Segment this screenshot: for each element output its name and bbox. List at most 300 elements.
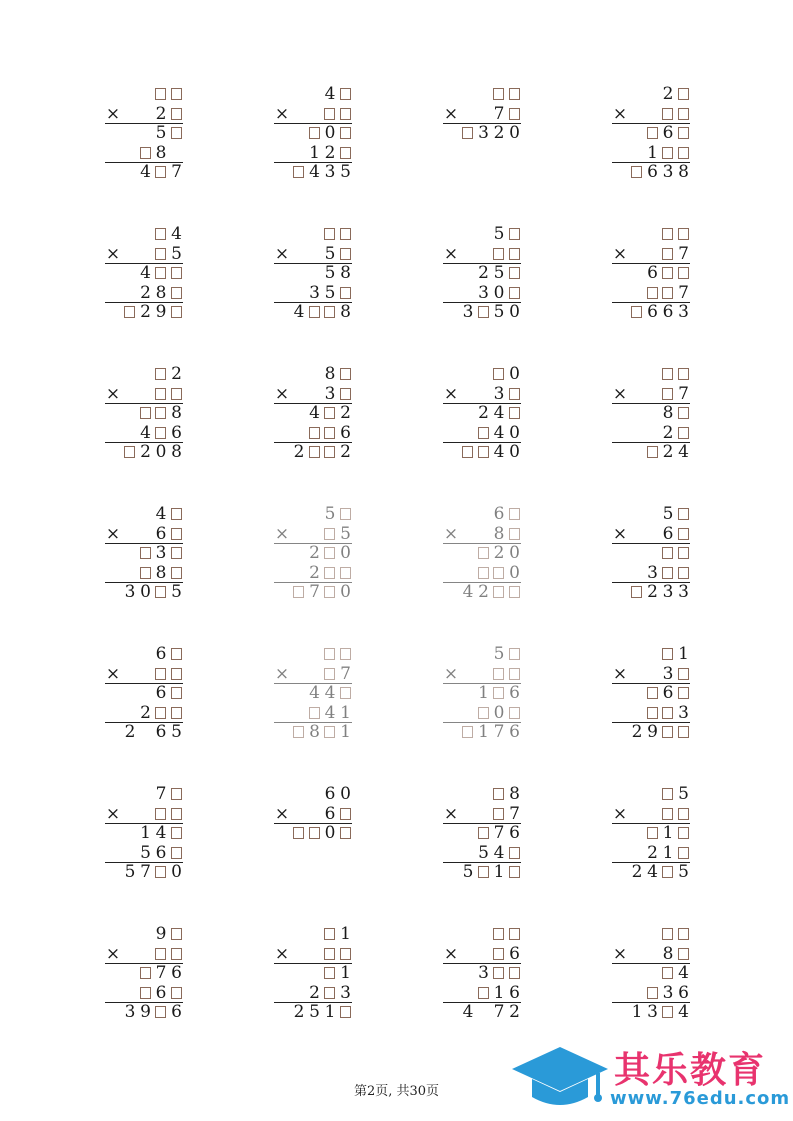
blank-box[interactable] bbox=[323, 443, 337, 462]
blank-box[interactable] bbox=[170, 945, 184, 964]
problem-row bbox=[274, 365, 364, 384]
blank-box[interactable] bbox=[677, 824, 691, 843]
problem-row bbox=[612, 124, 702, 143]
blank-box[interactable] bbox=[492, 85, 506, 104]
blank-box[interactable] bbox=[661, 385, 675, 404]
problem-row bbox=[105, 665, 195, 684]
problem-row bbox=[443, 925, 533, 944]
blank-box[interactable] bbox=[339, 824, 353, 843]
problem-row bbox=[443, 264, 533, 283]
blank-box[interactable] bbox=[170, 984, 184, 1003]
digit: 0 bbox=[155, 442, 167, 462]
blank-box[interactable] bbox=[677, 124, 691, 143]
blank-box[interactable] bbox=[154, 404, 168, 423]
blank-box[interactable] bbox=[661, 805, 675, 824]
blank-box[interactable] bbox=[308, 424, 322, 443]
digit: 3 bbox=[478, 123, 489, 143]
blank-box[interactable] bbox=[508, 284, 522, 303]
blank-box[interactable] bbox=[661, 723, 675, 742]
blank-box[interactable] bbox=[646, 684, 660, 703]
times-sign: × bbox=[274, 663, 290, 684]
blank-box[interactable] bbox=[508, 704, 522, 723]
blank-box[interactable] bbox=[677, 365, 691, 384]
blank-box[interactable] bbox=[154, 264, 168, 283]
digit: 4 bbox=[678, 963, 689, 983]
blank-box[interactable] bbox=[292, 723, 306, 742]
problem-row bbox=[443, 404, 533, 423]
digit: 1 bbox=[678, 644, 689, 664]
blank-box[interactable] bbox=[154, 385, 168, 404]
blank-box[interactable] bbox=[677, 564, 691, 583]
blank-box[interactable] bbox=[154, 583, 168, 602]
problem-row bbox=[274, 723, 364, 742]
blank-box[interactable] bbox=[661, 564, 675, 583]
blank-box[interactable] bbox=[508, 964, 522, 983]
problem-row bbox=[274, 925, 364, 944]
problem-row bbox=[612, 105, 702, 124]
blank-box[interactable] bbox=[677, 844, 691, 863]
problem-row bbox=[274, 645, 364, 664]
blank-box[interactable] bbox=[154, 945, 168, 964]
blank-box[interactable] bbox=[646, 124, 660, 143]
blank-box[interactable] bbox=[508, 863, 522, 882]
blank-box[interactable] bbox=[661, 144, 675, 163]
digit: 4 bbox=[324, 683, 336, 703]
problem-row bbox=[274, 704, 364, 723]
problem-row bbox=[612, 404, 702, 423]
blank-box[interactable] bbox=[646, 284, 660, 303]
problem-row bbox=[105, 163, 195, 182]
digit: 8 bbox=[171, 442, 182, 462]
blank-box[interactable] bbox=[170, 105, 184, 124]
digit: 8 bbox=[509, 784, 520, 804]
blank-box[interactable] bbox=[339, 564, 353, 583]
blank-box[interactable] bbox=[323, 925, 337, 944]
blank-box[interactable] bbox=[508, 225, 522, 244]
blank-box[interactable] bbox=[323, 525, 337, 544]
digit: 4 bbox=[171, 224, 182, 244]
digit: 2 bbox=[631, 862, 643, 882]
digit: 3 bbox=[324, 162, 336, 182]
digit: 5 bbox=[340, 523, 351, 544]
digit: 7 bbox=[140, 862, 151, 882]
digit: 4 bbox=[155, 823, 167, 843]
blank-box[interactable] bbox=[661, 264, 675, 283]
blank-box[interactable] bbox=[323, 723, 337, 742]
digit: 4 bbox=[462, 1002, 474, 1022]
problem-row bbox=[612, 805, 702, 824]
blank-box[interactable] bbox=[646, 704, 660, 723]
blank-box[interactable] bbox=[323, 303, 337, 322]
blank-box[interactable] bbox=[308, 704, 322, 723]
blank-box[interactable] bbox=[139, 144, 153, 163]
problem-row bbox=[105, 805, 195, 824]
blank-box[interactable] bbox=[339, 385, 353, 404]
blank-box[interactable] bbox=[170, 824, 184, 843]
problem-row bbox=[443, 844, 533, 863]
digit: 3 bbox=[124, 582, 136, 602]
blank-box[interactable] bbox=[477, 443, 491, 462]
blank-box[interactable] bbox=[339, 144, 353, 163]
blank-box[interactable] bbox=[508, 844, 522, 863]
blank-box[interactable] bbox=[508, 85, 522, 104]
multiplication-problem bbox=[105, 225, 225, 335]
blank-box[interactable] bbox=[661, 785, 675, 804]
digit: 6 bbox=[509, 982, 520, 1003]
blank-box[interactable] bbox=[339, 85, 353, 104]
times-sign: × bbox=[612, 663, 628, 684]
digit: 2 bbox=[324, 142, 336, 163]
blank-box[interactable] bbox=[292, 824, 306, 843]
blank-box[interactable] bbox=[646, 824, 660, 843]
blank-box[interactable] bbox=[508, 925, 522, 944]
blank-box[interactable] bbox=[323, 105, 337, 124]
blank-box[interactable] bbox=[139, 404, 153, 423]
blank-box[interactable] bbox=[170, 544, 184, 563]
digit: 3 bbox=[478, 963, 489, 983]
problem-row bbox=[274, 945, 364, 964]
blank-box[interactable] bbox=[461, 723, 475, 742]
blank-box[interactable] bbox=[339, 245, 353, 264]
brand-logo bbox=[510, 1040, 790, 1115]
blank-box[interactable] bbox=[677, 723, 691, 742]
blank-box[interactable] bbox=[492, 365, 506, 384]
problem-row bbox=[612, 245, 702, 264]
digit: 1 bbox=[340, 924, 351, 944]
digit: 2 bbox=[662, 442, 674, 462]
times-sign: × bbox=[443, 243, 459, 264]
blank-box[interactable] bbox=[646, 443, 660, 462]
blank-box[interactable] bbox=[661, 704, 675, 723]
blank-box[interactable] bbox=[477, 863, 491, 882]
blank-box[interactable] bbox=[139, 964, 153, 983]
problem-row bbox=[443, 284, 533, 303]
blank-box[interactable] bbox=[323, 964, 337, 983]
blank-box[interactable] bbox=[323, 645, 337, 664]
blank-box[interactable] bbox=[323, 225, 337, 244]
blank-box[interactable] bbox=[661, 964, 675, 983]
blank-box[interactable] bbox=[170, 303, 184, 322]
blank-box[interactable] bbox=[477, 704, 491, 723]
digit: 8 bbox=[155, 562, 167, 583]
problem-row bbox=[105, 824, 195, 843]
times-sign: × bbox=[612, 103, 628, 124]
blank-box[interactable] bbox=[154, 365, 168, 384]
problem-row bbox=[443, 704, 533, 723]
blank-box[interactable] bbox=[492, 665, 506, 684]
blank-box[interactable] bbox=[677, 805, 691, 824]
multiplication-problem bbox=[443, 225, 563, 335]
blank-box[interactable] bbox=[477, 824, 491, 843]
digit: 1 bbox=[662, 842, 674, 863]
blank-box[interactable] bbox=[492, 925, 506, 944]
blank-box[interactable] bbox=[170, 785, 184, 804]
problem-row bbox=[274, 385, 364, 404]
blank-box[interactable] bbox=[323, 424, 337, 443]
digit: 5 bbox=[493, 263, 505, 283]
blank-box[interactable] bbox=[139, 984, 153, 1003]
blank-box[interactable] bbox=[170, 704, 184, 723]
blank-box[interactable] bbox=[139, 544, 153, 563]
digit: 2 bbox=[124, 722, 136, 742]
digit: 1 bbox=[662, 823, 674, 843]
blank-box[interactable] bbox=[154, 665, 168, 684]
problem-row bbox=[274, 583, 364, 602]
blank-box[interactable] bbox=[677, 505, 691, 524]
blank-box[interactable] bbox=[677, 144, 691, 163]
digit: 2 bbox=[171, 364, 182, 384]
problem-row bbox=[612, 684, 702, 703]
problem-row bbox=[612, 964, 702, 983]
blank-box[interactable] bbox=[461, 124, 475, 143]
blank-box[interactable] bbox=[323, 544, 337, 563]
blank-box[interactable] bbox=[677, 105, 691, 124]
times-sign: × bbox=[105, 523, 121, 544]
digit: 4 bbox=[647, 862, 658, 882]
blank-box[interactable] bbox=[661, 245, 675, 264]
times-sign: × bbox=[612, 943, 628, 964]
blank-box[interactable] bbox=[646, 984, 660, 1003]
problem-row bbox=[274, 684, 364, 703]
blank-box[interactable] bbox=[154, 245, 168, 264]
blank-box[interactable] bbox=[677, 925, 691, 944]
blank-box[interactable] bbox=[677, 665, 691, 684]
blank-box[interactable] bbox=[477, 564, 491, 583]
blank-box[interactable] bbox=[492, 945, 506, 964]
blank-box[interactable] bbox=[170, 805, 184, 824]
blank-box[interactable] bbox=[477, 544, 491, 563]
digit: 7 bbox=[155, 784, 167, 804]
problem-row bbox=[274, 964, 364, 983]
digit: 6 bbox=[662, 683, 674, 703]
blank-box[interactable] bbox=[339, 684, 353, 703]
blank-box[interactable] bbox=[508, 505, 522, 524]
blank-box[interactable] bbox=[508, 525, 522, 544]
digit: 0 bbox=[340, 582, 351, 602]
blank-box[interactable] bbox=[154, 704, 168, 723]
blank-box[interactable] bbox=[492, 785, 506, 804]
problem-row bbox=[612, 163, 702, 182]
blank-box[interactable] bbox=[492, 583, 506, 602]
problem-row bbox=[612, 863, 702, 882]
blank-box[interactable] bbox=[677, 424, 691, 443]
blank-box[interactable] bbox=[630, 583, 644, 602]
digit: 3 bbox=[678, 302, 689, 322]
brand-title: 其乐教育 bbox=[614, 1050, 767, 1091]
blank-box[interactable] bbox=[323, 404, 337, 423]
blank-box[interactable] bbox=[339, 365, 353, 384]
blank-box[interactable] bbox=[677, 525, 691, 544]
digit: 3 bbox=[647, 1002, 658, 1022]
digit: 7 bbox=[678, 383, 689, 404]
digit: 0 bbox=[509, 442, 520, 462]
blank-box[interactable] bbox=[170, 525, 184, 544]
blank-box[interactable] bbox=[170, 264, 184, 283]
blank-box[interactable] bbox=[154, 863, 168, 882]
blank-box[interactable] bbox=[630, 303, 644, 322]
blank-box[interactable] bbox=[677, 264, 691, 283]
multiplication-problem bbox=[443, 365, 563, 475]
digit: 4 bbox=[678, 442, 689, 462]
digit: 3 bbox=[647, 562, 658, 583]
problem-row bbox=[612, 544, 702, 563]
digit: 1 bbox=[647, 142, 658, 163]
blank-box[interactable] bbox=[139, 564, 153, 583]
digit: 3 bbox=[124, 1002, 136, 1022]
blank-box[interactable] bbox=[492, 684, 506, 703]
digit: 0 bbox=[493, 282, 505, 303]
blank-box[interactable] bbox=[170, 124, 184, 143]
blank-box[interactable] bbox=[339, 225, 353, 244]
blank-box[interactable] bbox=[123, 303, 137, 322]
blank-box[interactable] bbox=[154, 805, 168, 824]
blank-box[interactable] bbox=[170, 844, 184, 863]
digit: 5 bbox=[155, 123, 167, 143]
blank-box[interactable] bbox=[292, 583, 306, 602]
blank-box[interactable] bbox=[677, 85, 691, 104]
blank-box[interactable] bbox=[339, 1003, 353, 1022]
blank-box[interactable] bbox=[154, 85, 168, 104]
blank-box[interactable] bbox=[661, 863, 675, 882]
digit: 3 bbox=[662, 162, 674, 182]
digit: 5 bbox=[493, 302, 505, 322]
blank-box[interactable] bbox=[677, 684, 691, 703]
blank-box[interactable] bbox=[323, 945, 337, 964]
problem-row bbox=[443, 303, 533, 322]
blank-box[interactable] bbox=[492, 564, 506, 583]
blank-box[interactable] bbox=[292, 163, 306, 182]
multiplication-problem bbox=[443, 645, 563, 755]
problem-row bbox=[443, 505, 533, 524]
blank-box[interactable] bbox=[170, 925, 184, 944]
blank-box[interactable] bbox=[170, 645, 184, 664]
blank-box[interactable] bbox=[508, 665, 522, 684]
blank-box[interactable] bbox=[661, 925, 675, 944]
problem-row bbox=[443, 225, 533, 244]
digit: 8 bbox=[171, 403, 182, 423]
blank-box[interactable] bbox=[308, 824, 322, 843]
blank-box[interactable] bbox=[308, 303, 322, 322]
blank-box[interactable] bbox=[661, 225, 675, 244]
digit: 4 bbox=[493, 842, 505, 863]
digit: 3 bbox=[678, 582, 689, 602]
blank-box[interactable] bbox=[170, 505, 184, 524]
blank-box[interactable] bbox=[339, 805, 353, 824]
blank-box[interactable] bbox=[339, 124, 353, 143]
blank-box[interactable] bbox=[154, 163, 168, 182]
blank-box[interactable] bbox=[677, 404, 691, 423]
digit: 7 bbox=[493, 722, 505, 742]
blank-box[interactable] bbox=[154, 1003, 168, 1022]
blank-box[interactable] bbox=[170, 85, 184, 104]
blank-box[interactable] bbox=[661, 284, 675, 303]
times-sign: × bbox=[274, 803, 290, 824]
blank-box[interactable] bbox=[492, 964, 506, 983]
blank-box[interactable] bbox=[508, 245, 522, 264]
blank-box[interactable] bbox=[154, 225, 168, 244]
problem-row bbox=[105, 225, 195, 244]
blank-box[interactable] bbox=[339, 645, 353, 664]
problem-row bbox=[443, 723, 533, 742]
problem-row bbox=[443, 385, 533, 404]
blank-box[interactable] bbox=[170, 284, 184, 303]
problem-row bbox=[274, 404, 364, 423]
digit: 5 bbox=[124, 862, 136, 882]
digit: 4 bbox=[324, 702, 336, 723]
blank-box[interactable] bbox=[630, 163, 644, 182]
blank-box[interactable] bbox=[661, 645, 675, 664]
blank-box[interactable] bbox=[170, 385, 184, 404]
blank-box[interactable] bbox=[154, 424, 168, 443]
blank-box[interactable] bbox=[508, 583, 522, 602]
blank-box[interactable] bbox=[323, 665, 337, 684]
digit: 9 bbox=[155, 924, 167, 944]
blank-box[interactable] bbox=[661, 365, 675, 384]
blank-box[interactable] bbox=[339, 945, 353, 964]
multiplication-problem bbox=[105, 645, 225, 755]
digit: 0 bbox=[324, 123, 336, 143]
blank-box[interactable] bbox=[170, 684, 184, 703]
blank-box[interactable] bbox=[461, 443, 475, 462]
blank-box[interactable] bbox=[170, 564, 184, 583]
blank-box[interactable] bbox=[308, 443, 322, 462]
blank-box[interactable] bbox=[170, 665, 184, 684]
blank-box[interactable] bbox=[677, 544, 691, 563]
problem-row bbox=[612, 505, 702, 524]
problem-row bbox=[612, 583, 702, 602]
blank-box[interactable] bbox=[339, 505, 353, 524]
blank-box[interactable] bbox=[508, 385, 522, 404]
digit: 1 bbox=[493, 982, 505, 1003]
blank-box[interactable] bbox=[508, 105, 522, 124]
problem-row bbox=[274, 424, 364, 443]
blank-box[interactable] bbox=[477, 424, 491, 443]
blank-box[interactable] bbox=[323, 984, 337, 1003]
blank-box[interactable] bbox=[492, 245, 506, 264]
blank-box[interactable] bbox=[477, 984, 491, 1003]
digit: 7 bbox=[678, 282, 689, 303]
blank-box[interactable] bbox=[677, 945, 691, 964]
blank-box[interactable] bbox=[339, 284, 353, 303]
blank-box[interactable] bbox=[508, 404, 522, 423]
digit bbox=[139, 723, 153, 742]
blank-box[interactable] bbox=[308, 124, 322, 143]
blank-box[interactable] bbox=[339, 105, 353, 124]
problem-row bbox=[105, 284, 195, 303]
blank-box[interactable] bbox=[508, 645, 522, 664]
multiplication-problem bbox=[105, 785, 225, 895]
blank-box[interactable] bbox=[323, 583, 337, 602]
blank-box[interactable] bbox=[661, 105, 675, 124]
digit: 2 bbox=[340, 403, 351, 423]
digit: 4 bbox=[140, 422, 151, 443]
problem-row bbox=[274, 984, 364, 1003]
problem-row bbox=[612, 443, 702, 462]
blank-box[interactable] bbox=[123, 443, 137, 462]
digit: 1 bbox=[493, 862, 505, 882]
digit: 2 bbox=[647, 842, 658, 863]
blank-box[interactable] bbox=[661, 1003, 675, 1022]
digit: 5 bbox=[493, 644, 505, 664]
blank-box[interactable] bbox=[323, 564, 337, 583]
digit: 6 bbox=[662, 523, 674, 544]
blank-box[interactable] bbox=[477, 303, 491, 322]
blank-box[interactable] bbox=[508, 264, 522, 283]
digit: 7 bbox=[171, 162, 182, 182]
blank-box[interactable] bbox=[661, 544, 675, 563]
blank-box[interactable] bbox=[677, 225, 691, 244]
blank-box[interactable] bbox=[492, 805, 506, 824]
